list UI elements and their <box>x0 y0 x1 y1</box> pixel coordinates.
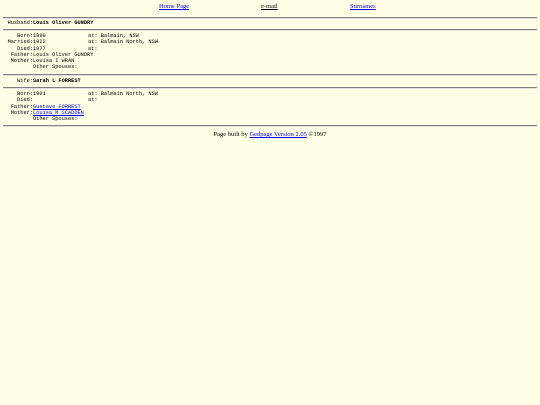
husband-mother: Louisa I WRAN <box>33 58 75 65</box>
married-date: 1922 <box>33 39 46 46</box>
father-label: Father: <box>10 51 33 58</box>
mother-label: Mother: <box>10 58 33 65</box>
wife-died-place: at: <box>88 97 98 104</box>
husband-born-place: at: Balmain, NSW <box>88 33 139 39</box>
wife-other-spouses: Other Spouses: <box>33 116 78 123</box>
wife-born-place: at: Balmain North, NSW <box>88 91 158 97</box>
wife-label: Wife: <box>17 78 33 84</box>
husband-father: Louis Oliver GUNDRY <box>33 51 94 58</box>
divider <box>3 74 537 76</box>
divider <box>3 125 537 127</box>
husband-died-place: at: <box>88 45 98 52</box>
footer-prefix: Page built by <box>213 131 250 138</box>
mother-label: Mother: <box>10 109 33 116</box>
died-label: Died: <box>17 97 33 104</box>
wife-father-link[interactable]: Gustave FORREST <box>33 103 81 110</box>
born-label: Born: <box>17 91 33 97</box>
page-footer <box>0 131 540 138</box>
husband-name-section <box>3 20 94 26</box>
divider <box>3 87 537 89</box>
email-link[interactable]: e-mail <box>261 3 278 10</box>
wife-mother-link[interactable]: Louisa M SCADDEN <box>33 109 84 116</box>
husband-died-date: 1977 <box>33 45 46 52</box>
divider <box>3 17 537 19</box>
husband-born-date: 1890 <box>33 33 46 39</box>
born-label: Born: <box>17 33 33 39</box>
husband-label: Husband: <box>7 20 33 26</box>
footer-copyright: ©1997 <box>306 131 327 138</box>
home-page-link[interactable]: Home Page <box>159 3 190 10</box>
died-label: Died: <box>17 45 33 52</box>
top-navigation <box>0 3 540 15</box>
married-place: at: Balmain North, NSW <box>88 39 158 46</box>
husband-name: Louis Oliver GUNDRY <box>33 20 94 26</box>
gedpage-link[interactable]: Gedpage Version 2.05 <box>249 131 307 138</box>
divider <box>3 29 537 31</box>
wife-name-section <box>3 78 81 84</box>
wife-born-date: 1901 <box>33 91 46 97</box>
wife-name: Sarah L FORREST <box>33 78 81 84</box>
father-label: Father: <box>10 103 33 110</box>
wife-details <box>3 91 158 123</box>
surnames-link[interactable]: Surnames <box>350 3 376 10</box>
married-label: Married: <box>7 39 33 46</box>
husband-details <box>3 33 158 71</box>
husband-other-spouses: Other Spouses: <box>33 64 78 71</box>
